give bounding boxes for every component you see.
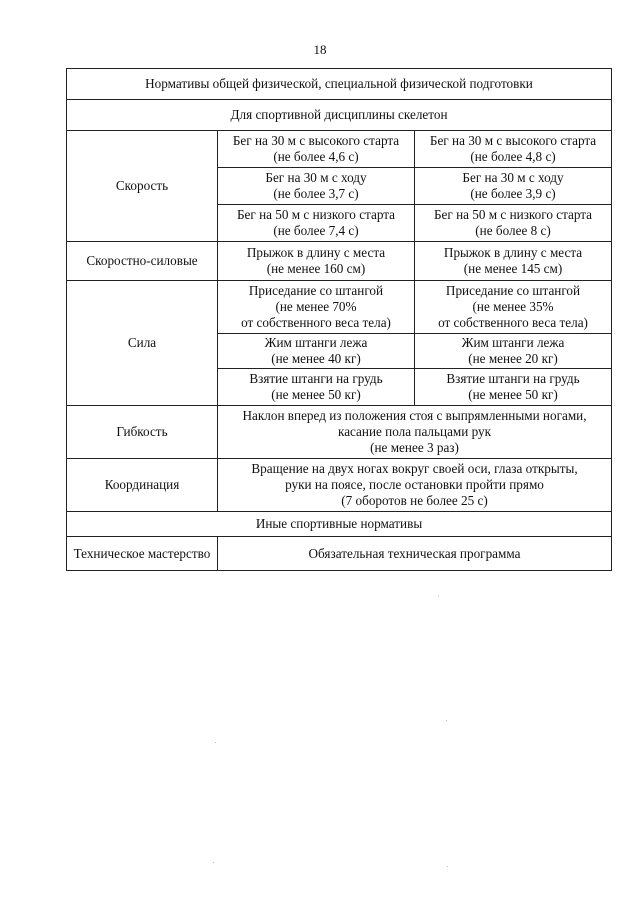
norm-cell: Взятие штанги на грудь (не менее 50 кг) bbox=[218, 369, 415, 406]
norms-table bbox=[66, 68, 612, 571]
discipline-header: Для спортивной дисциплины скелетон bbox=[67, 100, 612, 131]
other-norms-header: Иные спортивные нормативы bbox=[67, 512, 612, 537]
category-technical: Техническое мастерство bbox=[67, 537, 218, 571]
table-title: Нормативы общей физической, специальной физической подготовки bbox=[67, 69, 612, 100]
table-row bbox=[67, 131, 612, 168]
norm-cell: Жим штанги лежа (не менее 40 кг) bbox=[218, 334, 415, 369]
table-title-row bbox=[67, 69, 612, 100]
norm-cell: Взятие штанги на грудь (не менее 50 кг) bbox=[415, 369, 612, 406]
table-row bbox=[67, 406, 612, 459]
norm-cell: Бег на 50 м с низкого старта (не более 7,4 с) bbox=[218, 205, 415, 242]
norm-cell: Бег на 30 м с ходу (не более 3,9 с) bbox=[415, 168, 612, 205]
table-row bbox=[67, 537, 612, 571]
category-flexibility: Гибкость bbox=[67, 406, 218, 459]
table-row bbox=[67, 281, 612, 334]
category-speed-strength: Скоростно-силовые bbox=[67, 242, 218, 281]
table-row bbox=[67, 459, 612, 512]
category-coordination: Координация bbox=[67, 459, 218, 512]
norm-cell: Бег на 50 м с низкого старта (не более 8 с) bbox=[415, 205, 612, 242]
norm-cell-wide: Вращение на двух ногах вокруг своей оси, глаза открыты, руки на поясе, после остановки пройти прямо (7 оборотов не более 25 с) bbox=[218, 459, 612, 512]
norm-cell: Прыжок в длину с места (не менее 145 см) bbox=[415, 242, 612, 281]
norm-cell: Бег на 30 м с высокого старта (не более 4,6 с) bbox=[218, 131, 415, 168]
table-row bbox=[67, 242, 612, 281]
norm-cell: Приседание со штангой (не менее 35% от собственного веса тела) bbox=[415, 281, 612, 334]
discipline-row bbox=[67, 100, 612, 131]
norm-cell: Приседание со штангой (не менее 70% от собственного веса тела) bbox=[218, 281, 415, 334]
norm-cell: Бег на 30 м с высокого старта (не более 4,8 с) bbox=[415, 131, 612, 168]
page-number: 18 bbox=[313, 42, 327, 57]
norm-cell: Прыжок в длину с места (не менее 160 см) bbox=[218, 242, 415, 281]
category-speed: Скорость bbox=[67, 131, 218, 242]
norm-cell: Жим штанги лежа (не менее 20 кг) bbox=[415, 334, 612, 369]
norm-cell: Бег на 30 м с ходу (не более 3,7 с) bbox=[218, 168, 415, 205]
other-header-row bbox=[67, 512, 612, 537]
technical-program: Обязательная техническая программа bbox=[218, 537, 612, 571]
norm-cell-wide: Наклон вперед из положения стоя с выпрямленными ногами, касание пола пальцами рук (не менее 3 раз) bbox=[218, 406, 612, 459]
category-strength: Сила bbox=[67, 281, 218, 406]
